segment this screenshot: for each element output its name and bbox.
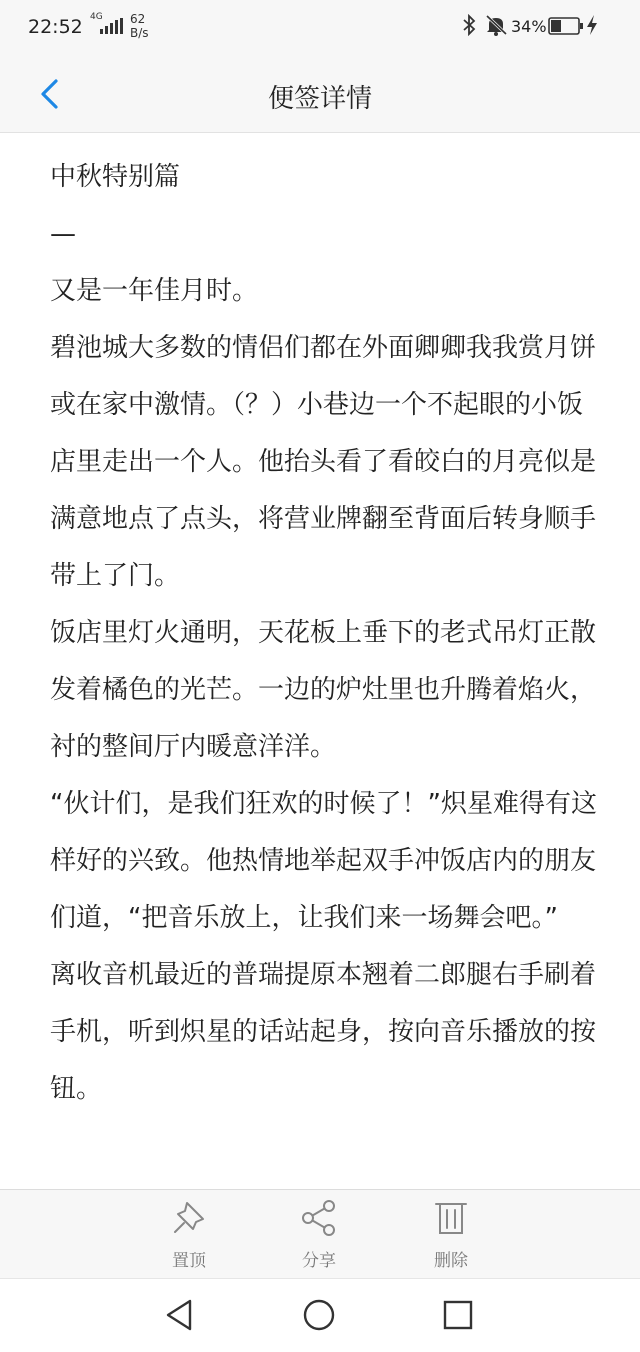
speed-unit: B/s <box>130 26 149 40</box>
note-title: 中秋特别篇 <box>50 162 181 192</box>
note-divider: — <box>50 219 76 249</box>
bottom-toolbar <box>0 1189 640 1278</box>
share-icon <box>299 1198 339 1238</box>
bluetooth-icon <box>462 14 476 36</box>
bell-muted-icon <box>484 14 508 36</box>
share-label: 分享 <box>302 1251 336 1271</box>
nav-back-icon[interactable] <box>162 1297 198 1333</box>
delete-label: 删除 <box>434 1251 468 1271</box>
status-bar <box>0 0 640 56</box>
page-title: 便签详情 <box>267 84 372 114</box>
pin-icon <box>169 1198 209 1238</box>
note-content[interactable] <box>0 133 640 1189</box>
nav-home-icon[interactable] <box>301 1297 337 1333</box>
note-paragraph: 碧池城大多数的情侣们都在外面卿卿我我赏月饼或在家中激情。（？）小巷边一个不起眼的小饭店里走出一个人。他抬头看了看皎白的月亮似是满意地点了点头，将营业牌翻至背面后转身顺手带上了门。 <box>50 333 597 591</box>
speed-value: 62 <box>130 12 146 26</box>
note-paragraph: 离收音机最近的普瑞提原本翘着二郎腿右手刷着手机，听到炽星的话站起身，按向音乐播放的按钮。 <box>50 960 597 1104</box>
delete-button[interactable] <box>411 1198 491 1274</box>
signal-icon <box>100 18 126 34</box>
pin-button[interactable] <box>149 1198 229 1274</box>
charging-icon <box>586 14 598 36</box>
nav-recent-icon[interactable] <box>440 1297 476 1333</box>
battery-icon <box>548 17 584 35</box>
pin-label: 置顶 <box>172 1251 206 1271</box>
trash-icon <box>431 1198 471 1238</box>
note-paragraph: “伙计们，是我们狂欢的时候了！”炽星难得有这样好的兴致。他热情地举起双手冲饭店内的朋友们道，“把音乐放上，让我们来一场舞会吧。” <box>50 789 597 933</box>
note-paragraph: 饭店里灯火通明，天花板上垂下的老式吊灯正散发着橘色的光芒。一边的炉灶里也升腾着焰火，衬的整间厅内暖意洋洋。 <box>50 618 597 762</box>
system-nav-bar <box>0 1278 640 1352</box>
network-speed <box>130 12 149 40</box>
battery-percent: 34% <box>511 17 547 36</box>
status-time: 22:52 <box>28 16 83 38</box>
note-body <box>50 149 600 1118</box>
note-paragraph: 又是一年佳月时。 <box>50 276 259 306</box>
app-header <box>0 56 640 133</box>
network-type: 4G <box>90 12 103 22</box>
share-button[interactable] <box>279 1198 359 1274</box>
